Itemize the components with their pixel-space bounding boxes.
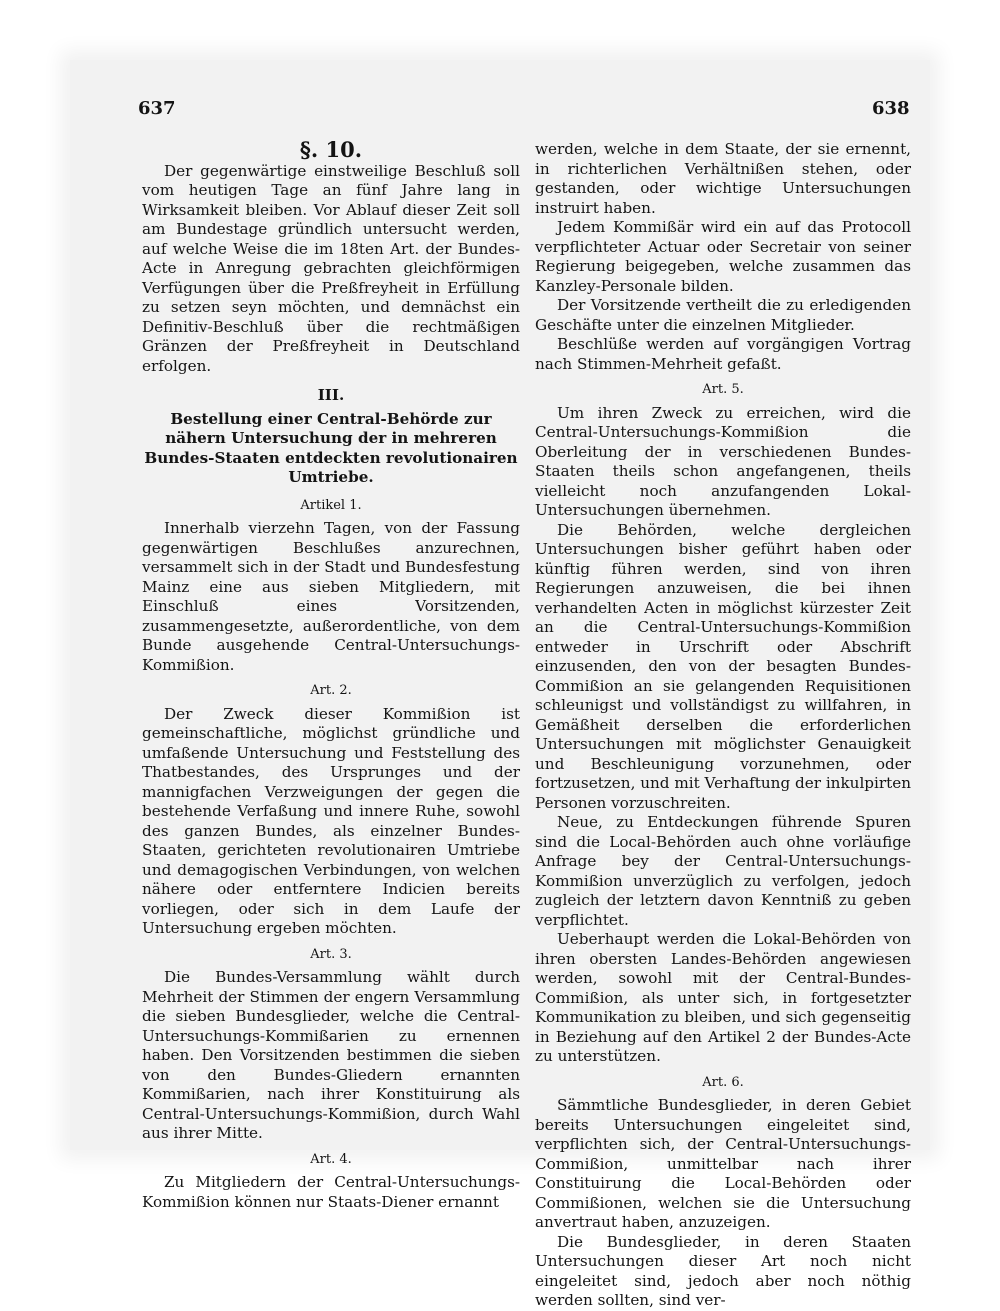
roman-heading: III. bbox=[317, 386, 345, 404]
paragraph-beschluesse: Beschlüße werden auf vorgängigen Vortrag nach Stimmen-Mehrheit gefaßt. bbox=[535, 335, 911, 373]
article-3-text: Die Bundes-Versammlung wählt durch Mehrheit der Stimmen der engern Versammlung die sieben Bundesglieder, welche die Central-Untersuchungs-Kommißarien zu ernennen haben. Den Vorsitzenden bestimmen die sieben von den Bundes-Gliedern ernannten Kommißarien, nach ihrer Konstituirung als Central-Untersuchungs-Kommißion, durch Wahl aus ihrer Mitte. bbox=[142, 968, 520, 1142]
article-1-heading: Artikel 1. bbox=[300, 497, 362, 513]
paragraph-actuar: Jedem Kommißär wird ein auf das Protocoll verpflichteter Actuar oder Secretair von seiner Regierung beigegeben, welche zusammen das Kanzley-Personale bilden. bbox=[535, 218, 911, 295]
article-1-text: Innerhalb vierzehn Tagen, von der Fassung gegenwärtigen Beschlußes anzurechnen, versammelt sich in der Stadt und Bundesfestung Mainz eine aus sieben Mitgliedern, mit Einschluß eines Vorsitzenden, zusammengesetzte, außerordentliche, von dem Bunde ausgehende Central-Untersuchungs-Kommißion. bbox=[142, 519, 520, 674]
article-2-text: Der Zweck dieser Kommißion ist gemeinschaftliche, möglichst gründliche und umfaßende Untersuchung und Feststellung des Thatbestandes, des Ursprunges und der mannigfachen Verzweigungen der gegen die bestehende Verfaßung und innere Ruhe, sowohl des ganzen Bundes, als einzelner Bundes-Staaten, gerichteten revolutionairen Umtriebe und demagogischen Verbindungen, von welchen nähere oder entferntere Indicien bereits vorliegen, oder sich in dem Laufe der Untersuchung ergeben möchten. bbox=[142, 704, 520, 937]
article-4-heading: Art. 4. bbox=[310, 1151, 352, 1167]
article-6-heading: Art. 6. bbox=[702, 1074, 744, 1090]
section-heading: §. 10. bbox=[299, 137, 363, 162]
article-6-paragraph-2: Die Bundesglieder, in deren Staaten Untersuchungen dieser Art noch nicht eingeleitet sind, jedoch aber noch nöthig werden sollten, sind ver- bbox=[535, 1232, 911, 1309]
paragraph-vorsitzende: Der Vorsitzende vertheilt die zu erledigenden Geschäfte unter die einzelnen Mitglieder. bbox=[535, 296, 911, 334]
article-6-paragraph-1: Sämmtliche Bundesglieder, in deren Gebiet bereits Untersuchungen eingeleitet sind, verpflichten sich, der Central-Untersuchungs-Commißion, unmittelbar nach ihrer Constituirung die Local-Behörden oder Commißionen, welchen sie die Untersuchung anvertraut haben, anzuzeigen. bbox=[535, 1096, 911, 1231]
left-column bbox=[142, 137, 520, 1212]
title-heading: Bestellung einer Central-Behörde zur nähern Untersuchung der in mehreren Bundes-Staaten entdeckten revolutionairen Umtriebe. bbox=[144, 409, 518, 486]
article-4-continuation: werden, welche in dem Staate, der sie ernennt, in richterlichen Verhältnißen stehen, oder gestanden, oder wichtige Untersuchungen instruirt haben. bbox=[535, 140, 911, 217]
article-5-paragraph-1: Um ihren Zweck zu erreichen, wird die Central-Untersuchungs-Kommißion die Oberleitung der in verschiedenen Bundes-Staaten theils schon angefangenen, theils vielleicht noch anzufangenden Lokal-Untersuchungen übernehmen. bbox=[535, 403, 911, 519]
article-3-heading: Art. 3. bbox=[310, 946, 352, 962]
article-2-heading: Art. 2. bbox=[310, 683, 352, 698]
page-number-right: 638 bbox=[872, 98, 910, 119]
article-4-text: Zu Mitgliedern der Central-Untersuchungs-Kommißion können nur Staats-Diener ernannt bbox=[142, 1173, 520, 1211]
article-5-paragraph-2: Die Behörden, welche dergleichen Untersuchungen bisher geführt haben oder künftig führen werden, sind von ihren Regierungen anzuweisen, die bei ihnen verhandelten Acten in möglichst kürzester Zeit an die Central-Untersuchungs-Kommißion entweder in Urschrift oder Abschrift einzusenden, den von der besagten Bundes-Commißion an sie gelangenden Requisitionen schleunigst und vollständigst zu willfahren, in Gemäßheit derselben die erforderlichen Untersuchungen mit möglichster Genauigkeit und Beschleunigung vorzunehmen, oder fortzusetzen, und mit Verhaftung der inkulpirten Personen vorzuschreiten. bbox=[535, 520, 912, 812]
article-5-paragraph-4: Ueberhaupt werden die Lokal-Behörden von ihren obersten Landes-Behörden angewiesen werden, sowohl mit der Central-Bundes-Commißion, als unter sich, in fortgesetzter Kommunikation zu bleiben, und sich gegenseitig in Beziehung auf den Artikel 2 der Bundes-Acte zu unterstützen. bbox=[535, 930, 911, 1065]
article-5-paragraph-3: Neue, zu Entdeckungen führende Spuren sind die Local-Behörden auch ohne vorläufige Anfrage bey der Central-Untersuchungs-Kommißion unverzüglich zu verfolgen, jedoch zugleich der letztern davon Kenntniß zu geben verpflichtet. bbox=[535, 813, 911, 929]
article-5-heading: Art. 5. bbox=[702, 382, 744, 397]
right-column bbox=[535, 140, 911, 1311]
section-10-text: Der gegenwärtige einstweilige Beschluß soll vom heutigen Tage an fünf Jahre lang in Wirksamkeit bleiben. Vor Ablauf dieser Zeit soll am Bundestage gründlich untersucht werden, auf welche Weise die im 18ten Art. der Bundes-Acte in Anregung gebrachten gleichförmigen Verfügungen über die Preßfreyheit in Erfüllung zu setzen seyn möchten, und demnächst ein Definitiv-Beschluß über die rechtmäßigen Gränzen der Preßfreyheit in Deutschland erfolgen. bbox=[142, 161, 520, 375]
page-number-left: 637 bbox=[138, 98, 176, 119]
